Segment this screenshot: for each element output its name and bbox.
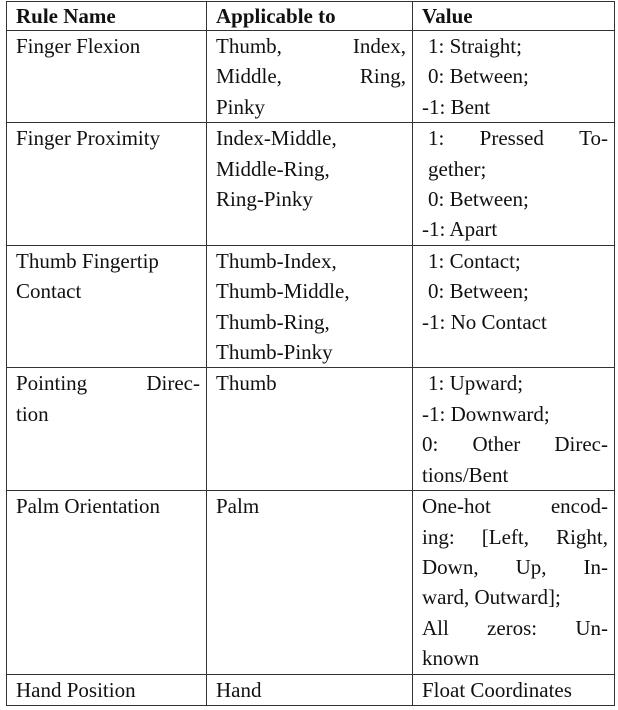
value-cell: One-hot encod- ing: [Left, Right, Down, Up, In- ward, Outward]; All zeros: Un- known xyxy=(413,491,615,674)
value-cell: 1: Contact; 0: Between; -1: No Contact xyxy=(413,245,615,368)
value-cell: 1: Pressed To- gether; 0: Between; -1: Apart xyxy=(413,123,615,246)
rule-name-cell: Palm Orientation xyxy=(7,491,207,674)
rule-name-cell: Finger Flexion xyxy=(7,31,207,123)
table-row xyxy=(7,245,615,368)
header-rule-name: Rule Name xyxy=(7,2,207,31)
applicable-to-cell: Thumb-Index, Thumb-Middle, Thumb-Ring, Thumb-Pinky xyxy=(207,245,413,368)
rules-table xyxy=(6,1,615,706)
rule-name-cell: Pointing Direc- tion xyxy=(7,368,207,491)
value-cell: Float Coordinates xyxy=(413,674,615,705)
value-cell: 1: Straight; 0: Between; -1: Bent xyxy=(413,31,615,123)
header-applicable-to: Applicable to xyxy=(207,2,413,31)
value-cell: 1: Upward; -1: Downward; 0: Other Direc- tions/Bent xyxy=(413,368,615,491)
text: Thumb, xyxy=(216,34,282,58)
applicable-to-cell: Thumb, Index, Middle, Ring, Pinky xyxy=(207,31,413,123)
text: Index, xyxy=(352,34,406,58)
table-row xyxy=(7,491,615,674)
table-row xyxy=(7,674,615,705)
text: Middle, xyxy=(216,64,282,89)
header-row xyxy=(7,2,615,31)
table-row xyxy=(7,123,615,246)
applicable-to-cell: Index-Middle, Middle-Ring, Ring-Pinky xyxy=(207,123,413,246)
table-row xyxy=(7,368,615,491)
applicable-to-cell: Palm xyxy=(207,491,413,674)
header-value: Value xyxy=(413,2,615,31)
text: Ring, xyxy=(359,64,406,89)
rule-name-cell: Thumb Fingertip Contact xyxy=(7,245,207,368)
rule-name-cell: Hand Position xyxy=(7,674,207,705)
rule-name-cell: Finger Proximity xyxy=(7,123,207,246)
applicable-to-cell: Hand xyxy=(207,674,413,705)
applicable-to-cell: Thumb xyxy=(207,368,413,491)
table-row xyxy=(7,31,615,123)
